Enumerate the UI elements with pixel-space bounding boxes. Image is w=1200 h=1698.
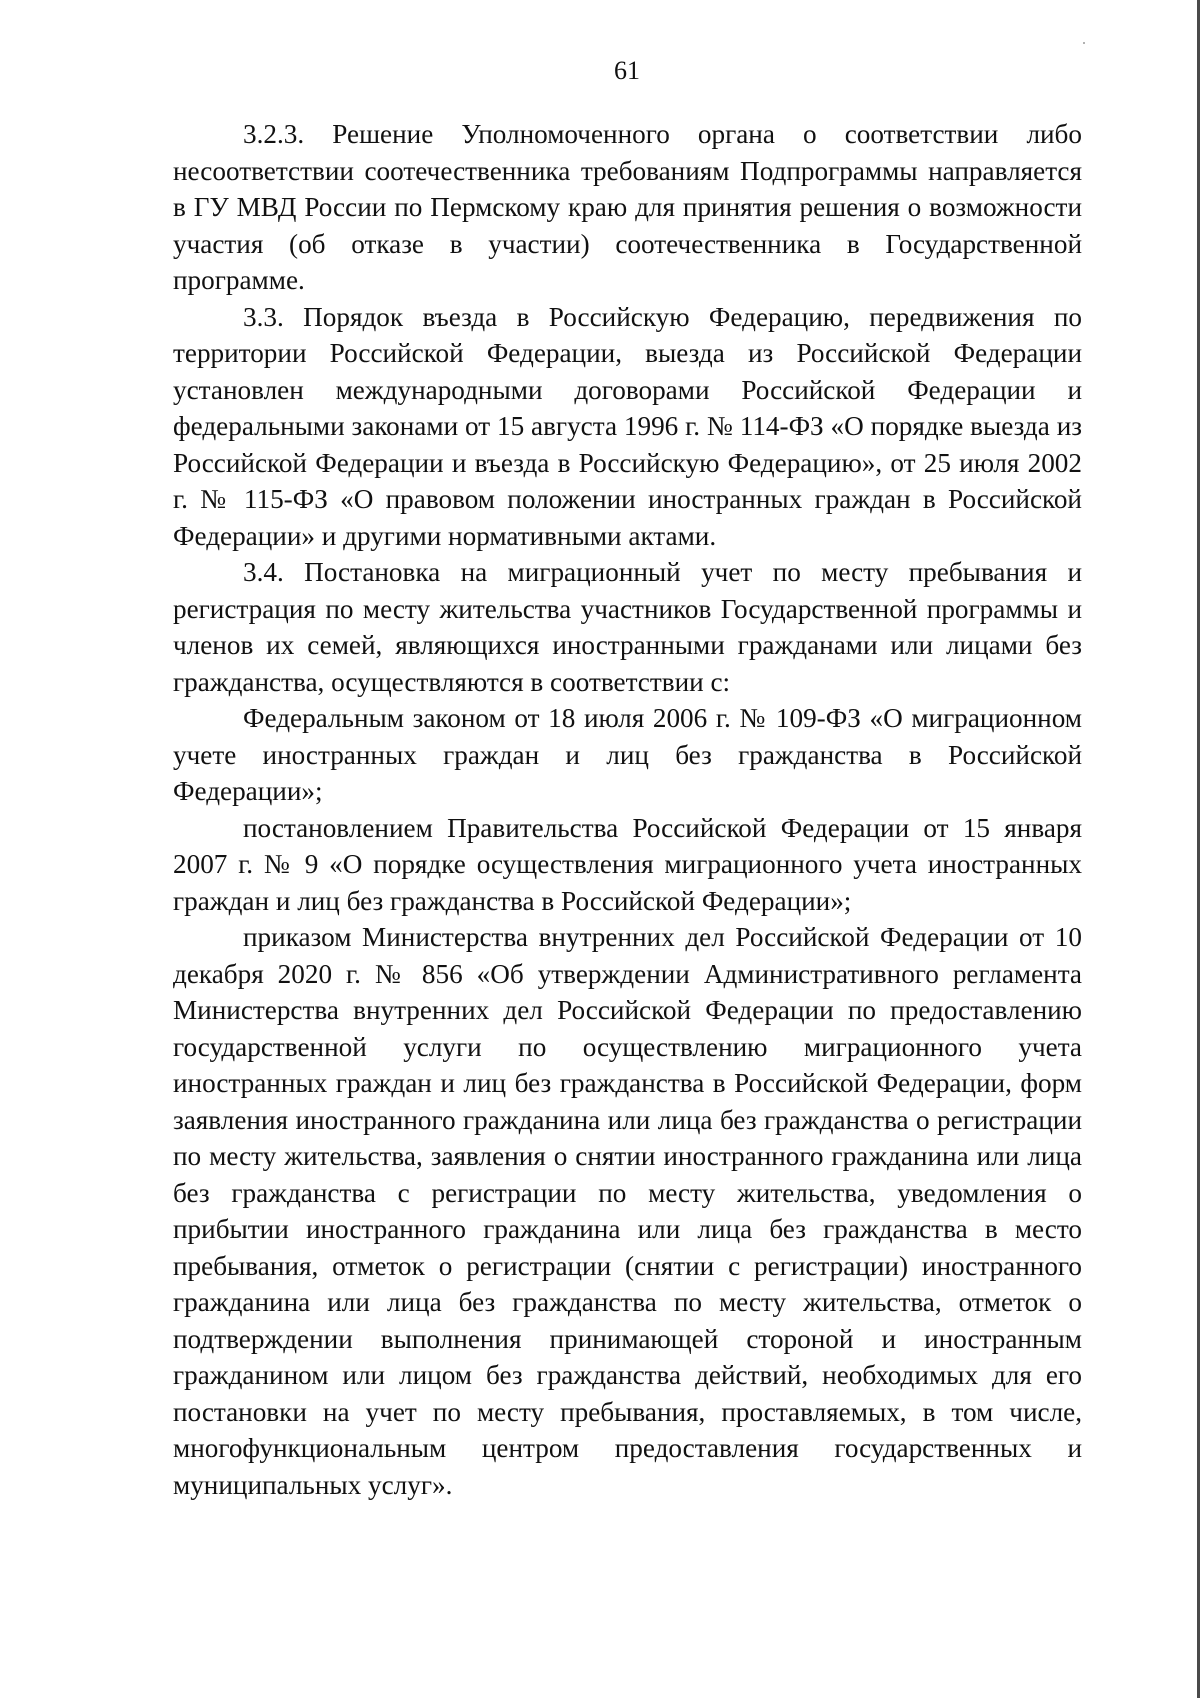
paragraph-3-4: 3.4. Постановка на миграционный учет по месту пребывания и регистрация по месту жительства участников Государственной программы и членов их семей, являющихся иностранными гражданами или лицами без гражданства, осуществляются в соответствии с: [173, 557, 1082, 697]
paragraph-federal-law-109: Федеральным законом от 18 июля 2006 г. № 109-ФЗ «О миграционном учете иностранных граждан и лиц без гражданства в Российской Федерации»; [173, 703, 1082, 806]
scan-speck [1083, 42, 1085, 44]
paragraph-mvd-order-856: приказом Министерства внутренних дел Российской Федерации от 10 декабря 2020 г. № 856 «Об утверждении Административного регламента Министерства внутренних дел Российской Федерации по предоставлению государственной услуги по осуществлению миграционного учета иностранных граждан и лиц без гражданства в Российской Федерации, форм заявления иностранного гражданина или лица без гражданства о регистрации по месту жительства, заявления о снятии иностранного гражданина или лица без гражданства с регистрации по месту жительства, уведомления о прибытии иностранного гражданина или лица без гражданства в место пребывания, отметок о регистрации (снятии с регистрации) иностранного гражданина или лица без гражданства по месту жительства, отметок о подтверждении выполнения принимающей стороной и иностранным гражданином или лицом без гражданства действий, необходимых для его постановки на учет по месту пребывания, проставляемых, в том числе, многофункциональным центром предоставления государственных и муниципальных услуг». [173, 922, 1082, 1500]
paragraph-3-2-3: 3.2.3. Решение Уполномоченного органа о соответствии либо несоответствии соотечественника требованиям Подпрограммы направляется в ГУ МВД России по Пермскому краю для принятия решения о возможности участия (об отказе в участии) соотечественника в Государственной программе. [173, 119, 1082, 295]
paragraph-government-decree-9: постановлением Правительства Российской Федерации от 15 января 2007 г. № 9 «О порядке осуществления миграционного учета иностранных граждан и лиц без гражданства в Российской Федерации»; [173, 812, 1082, 916]
page-number: 61 [614, 56, 640, 85]
document-body [173, 116, 1082, 1503]
paragraph-3-3: 3.3. Порядок въезда в Российскую Федерацию, передвижения по территории Российской Федерации, выезда из Российской Федерации установлен международными договорами Российской Федерации и федеральными законами от 15 августа 1996 г. № 114-ФЗ «О порядке выезда из Российской Федерации и въезда в Российскую Федерацию», от 25 июля 2002 г. № 115-ФЗ «О правовом положении иностранных граждан в Российской Федерации» и другими нормативными актами. [173, 301, 1082, 551]
